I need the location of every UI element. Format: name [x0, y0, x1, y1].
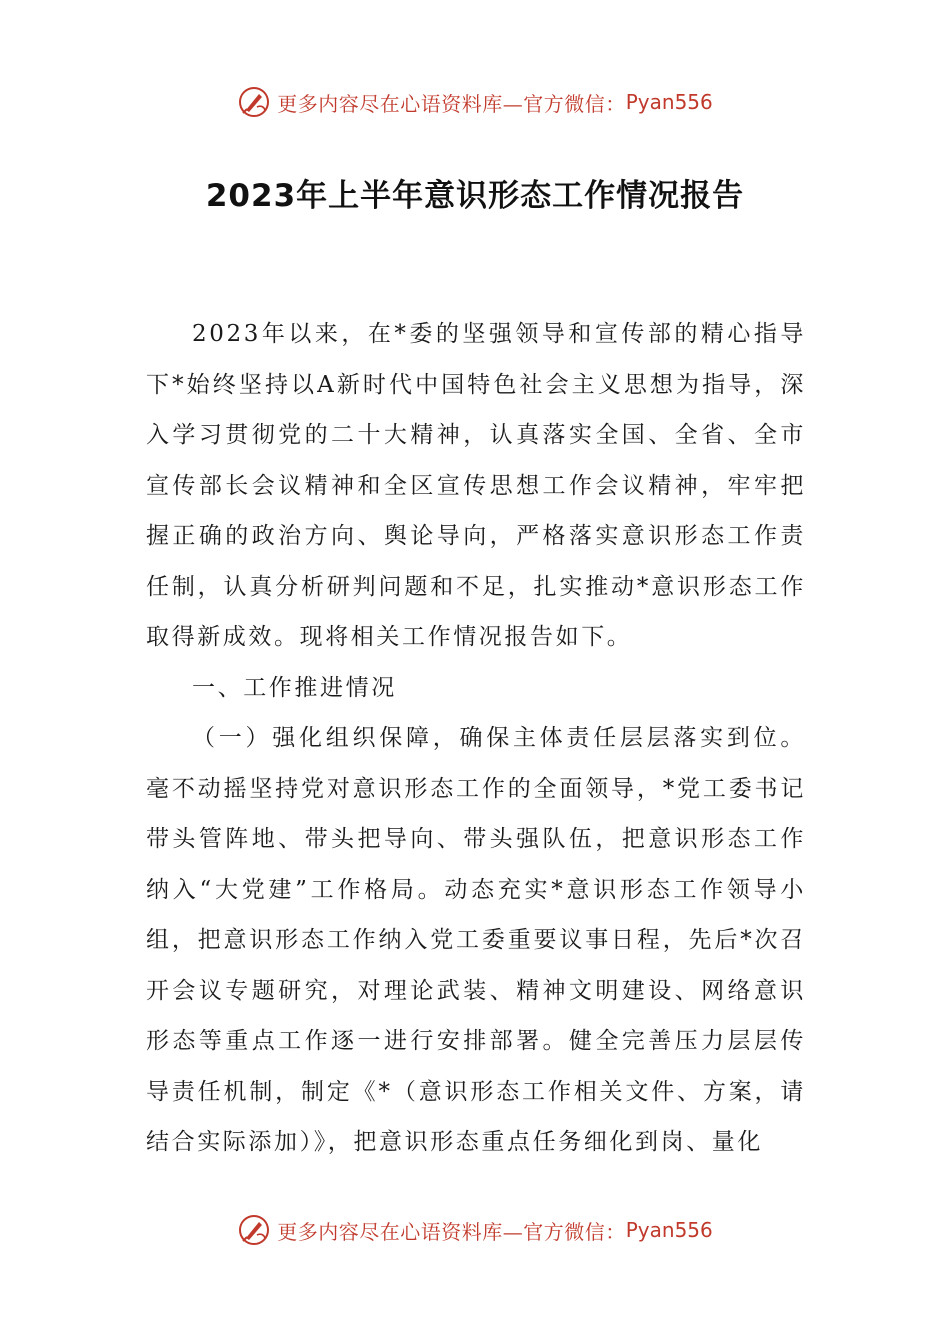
pen-logo-icon: [237, 1213, 271, 1247]
paragraph-intro: 2023年以来，在*委的坚强领导和宣传部的精心指导下*始终坚持以A新时代中国特色社会主义思想为指导，深入学习贯彻党的二十大精神，认真落实全国、全省、全市宣传部长会议精神和全区宣传思想工作会议精神，牢牢把握正确的政治方向、舆论导向，严格落实意识形态工作责任制，认真分析研判问题和不足，扎实推动*意识形态工作取得新成效。现将相关工作情况报告如下。: [146, 321, 806, 650]
document-title: 2023年上半年意识形态工作情况报告: [205, 178, 745, 214]
section-heading: 一、工作推进情况: [192, 674, 397, 701]
watermark-wechat-id: Pyan556: [625, 90, 713, 114]
watermark-wechat-id: Pyan556: [625, 1218, 713, 1242]
watermark-text: 更多内容尽在心语资料库—官方微信：: [277, 91, 626, 116]
pen-logo-icon: [237, 85, 271, 119]
watermark-text: 更多内容尽在心语资料库—官方微信：: [277, 1219, 626, 1244]
paragraph-section-1: （一）强化组织保障，确保主体责任层层落实到位。毫不动摇坚持党对意识形态工作的全面领导，*党工委书记带头管阵地、带头把导向、带头强队伍，把意识形态工作纳入“大党建”工作格局。动态充实*意识形态工作领导小组，把意识形态工作纳入党工委重要议事日程，先后*次召开会议专题研究，对理论武装、精神文明建设、网络意识形态等重点工作逐一进行安排部署。健全完善压力层层传导责任机制，制定《*（意识形态工作相关文件、方案，请结合实际添加）》，把意识形态重点任务细化到岗、量化: [146, 725, 806, 1155]
header-watermark: [0, 82, 950, 122]
document-body: [146, 309, 806, 1168]
footer-watermark: [0, 1210, 950, 1250]
